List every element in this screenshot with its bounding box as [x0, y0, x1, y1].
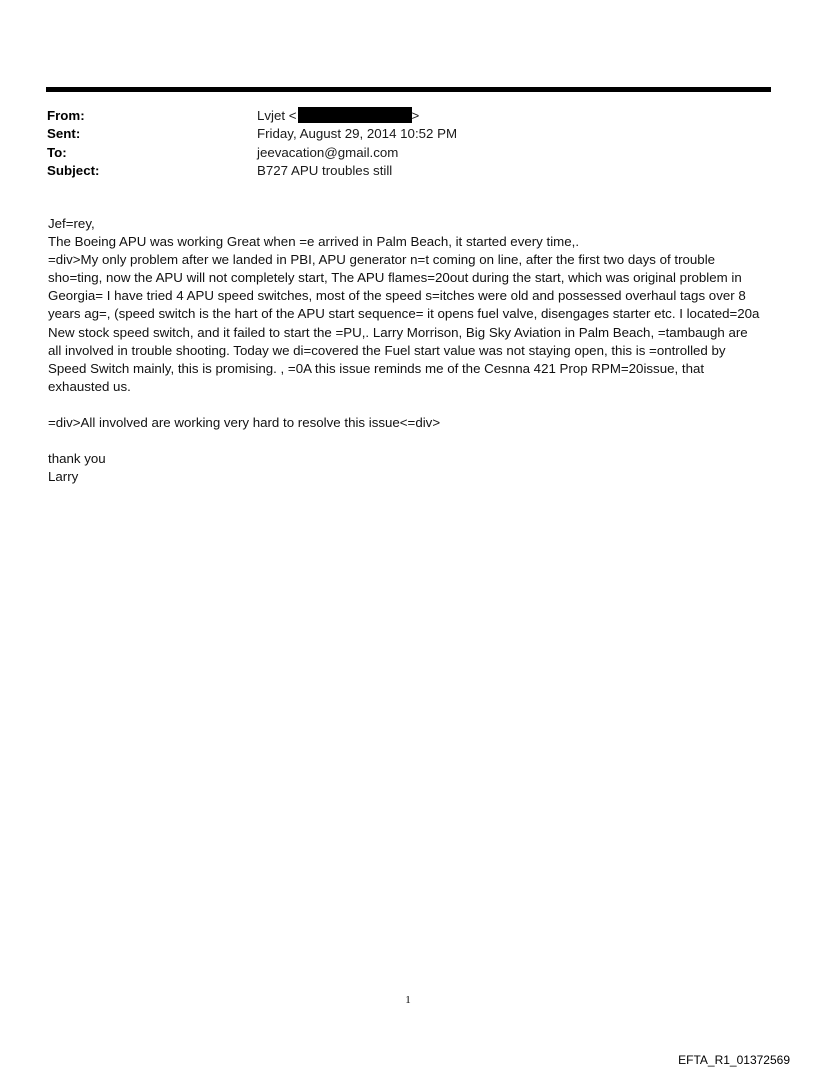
- sent-value: Friday, August 29, 2014 10:52 PM: [257, 126, 458, 142]
- from-sender-close: >: [411, 108, 420, 123]
- email-body: [48, 215, 768, 486]
- to-label: To:: [47, 144, 67, 160]
- subject-row: [47, 162, 747, 180]
- thanks-line: thank you: [48, 451, 106, 467]
- body-line: exhausted us.: [48, 378, 131, 394]
- from-value: [257, 107, 419, 125]
- body-line: sho=ting, now the APU will not completely start, The APU flames=20out during the start, which was original problem in: [48, 270, 742, 286]
- closing-line: =div>All involved are working very hard to resolve this issue<=div>: [48, 414, 441, 430]
- sent-row: [47, 125, 747, 143]
- header-rule: [46, 87, 771, 92]
- from-label: From:: [47, 108, 85, 123]
- from-row: [47, 107, 747, 125]
- document-id: EFTA_R1_01372569: [678, 1053, 790, 1067]
- email-header: [47, 107, 747, 181]
- body-line: =div>My only problem after we landed in PBI, APU generator n=t coming on line, after the first two days of trouble: [48, 252, 716, 268]
- body-line: years ag=, (speed switch is the hart of the APU start sequence= it opens fuel valve, disengages starter etc. I located=20a: [48, 306, 760, 322]
- redaction-box: [298, 107, 412, 123]
- greeting: Jef=rey,: [48, 216, 95, 231]
- subject-value: B727 APU troubles still: [257, 163, 393, 179]
- to-value: jeevacation@gmail.com: [257, 144, 399, 160]
- to-row: [47, 144, 747, 162]
- page-number: 1: [405, 994, 411, 1006]
- sent-label: Sent:: [47, 126, 81, 142]
- body-line: all involved in trouble shooting. Today we di=covered the Fuel start value was not staying open, this is =ontrolled by: [48, 342, 726, 358]
- body-line: New stock speed switch, and it failed to start the =PU,. Larry Morrison, Big Sky Aviation in Palm Beach, =tambaugh are: [48, 324, 748, 340]
- body-line: The Boeing APU was working Great when =e arrived in Palm Beach, it started every time,.: [48, 234, 580, 250]
- body-line: Georgia= I have tried 4 APU speed switches, most of the speed s=itches were old and possessed overhaul tags over 8: [48, 288, 746, 304]
- paragraph-gap: [48, 432, 768, 450]
- signature: Larry: [48, 469, 79, 485]
- body-line: Speed Switch mainly, this is promising. , =0A this issue reminds me of the Cesnna 421 Prop RPM=20issue, that: [48, 360, 705, 376]
- paragraph-gap: [48, 396, 768, 414]
- from-sender: Lvjet <: [257, 108, 297, 123]
- subject-label: Subject:: [47, 163, 100, 179]
